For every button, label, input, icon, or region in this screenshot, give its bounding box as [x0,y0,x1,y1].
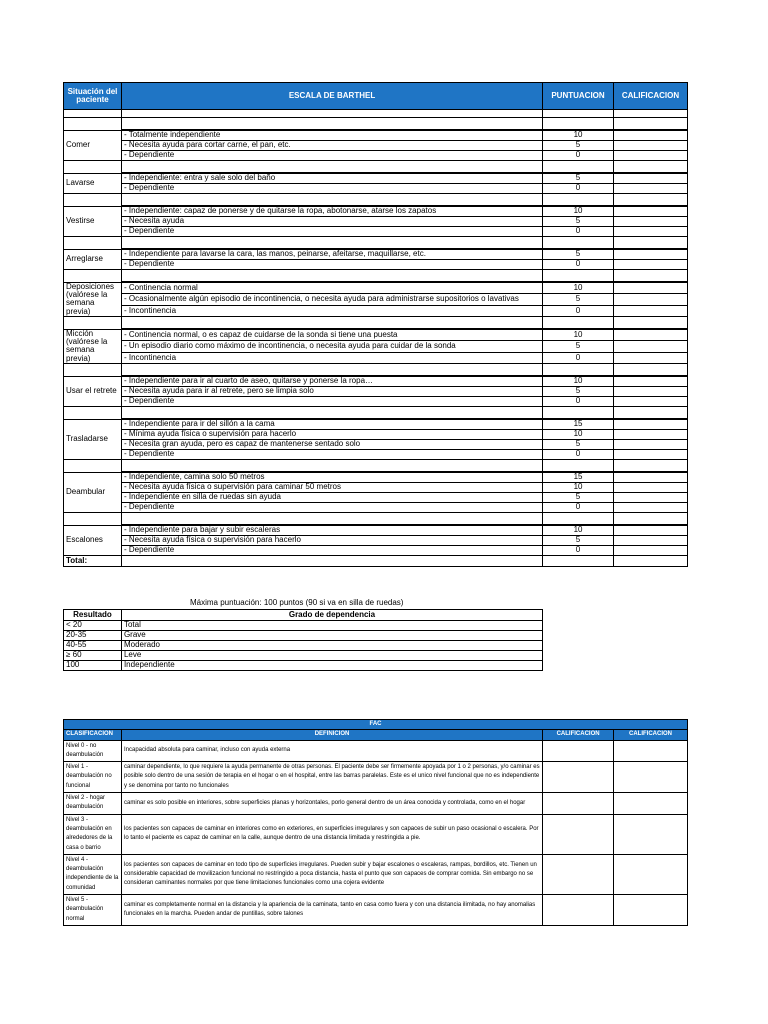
table-row [64,430,688,440]
table-row [64,376,688,387]
table-row [64,249,688,260]
gap-row [64,460,688,473]
calificacion-cell[interactable] [614,493,688,503]
empty-cell [121,270,542,283]
empty-cell [543,270,614,283]
item-score: 0 [543,184,614,194]
empty-cell [543,317,614,330]
calificacion-cell[interactable] [614,895,688,926]
item-description: - Dependiente [121,503,542,513]
table-row [64,525,688,536]
fac-definition: caminar dependiente, lo que requiere la ayuda permanente de otras personas. El paciente debe ser firmemente apoyada por 1 o 2 personas, y/o caminar es posible solo dentro de una sesión de terapia en el hogar o en el hospital, entre las barras paralelas. Este es el unico nivel funcional que no es independiente y se denomina por tanto no funcionales [121,762,542,793]
calificacion-cell[interactable] [614,173,688,184]
item-description: - Independiente para bajar y subir escaleras [121,525,542,536]
gap-row [64,407,688,420]
fac-header-clasificacion: CLASIFICACION [64,730,122,740]
empty-cell [64,317,122,330]
item-description: - Dependiente [121,184,542,194]
calificacion-cell[interactable] [614,282,688,294]
calificacion-cell[interactable] [614,440,688,450]
result-range: 100 [64,661,122,671]
empty-cell [543,513,614,526]
table-row [64,341,688,352]
empty-cell [543,407,614,420]
header-resultado: Resultado [64,610,122,621]
calificacion-cell[interactable] [614,472,688,483]
item-score: 10 [543,329,614,341]
item-description: - Independiente en silla de ruedas sin ayuda [121,493,542,503]
barthel-body [64,110,688,567]
table-row [64,151,688,161]
fac-title-row [64,720,688,730]
table-row [64,130,688,141]
table-row [64,217,688,227]
item-description: - Independiente para ir al cuarto de aseo, quitarse y ponerse la ropa… [121,376,542,387]
category-label: Trasladarse [64,419,122,460]
table-row [64,173,688,184]
fac-level: Nivel 0 - no deambulación [64,740,122,762]
table-row [64,472,688,483]
table-row [64,546,688,556]
category-label: Usar el retrete [64,376,122,407]
empty-cell [614,194,688,207]
item-score: 0 [543,227,614,237]
calificacion-cell[interactable] [614,450,688,460]
total-row [64,556,688,567]
fac-definition: Incapacidad absoluta para caminar, incluso con ayuda externa [121,740,542,762]
empty-cell [614,513,688,526]
item-description: - Necesita gran ayuda, pero es capaz de mantenerse sentado solo [121,440,542,450]
empty-cell [64,161,122,174]
item-score: 5 [543,440,614,450]
category-label: Vestirse [64,206,122,237]
item-score: 0 [543,450,614,460]
fac-definition: caminar es solo posible en interiores, sobre superficies planas y horizontales, porlo general dentro de un área conocida y controlada, como en el hogar [121,793,542,815]
table-row [64,352,688,363]
item-score: 15 [543,472,614,483]
fac-header-definicion: DEFINICION [121,730,542,740]
item-score: 10 [543,206,614,217]
calificacion-cell[interactable] [614,793,688,815]
item-description: - Necesita ayuda para cortar carne, el pan, etc. [121,141,542,151]
total-score-cell[interactable] [543,556,614,567]
empty-cell [121,194,542,207]
item-score: 5 [543,173,614,184]
empty-cell [64,364,122,377]
table-row [64,631,543,641]
item-score: 5 [543,217,614,227]
empty-cell [614,317,688,330]
item-score: 10 [543,430,614,440]
table-row [64,536,688,546]
calificacion-cell[interactable] [614,260,688,270]
table-row [64,419,688,430]
calificacion-cell[interactable] [614,184,688,194]
fac-body [64,740,688,925]
item-score: 0 [543,546,614,556]
table-row [64,661,543,671]
calificacion-cell[interactable] [543,895,614,926]
result-grade: Independiente [121,661,542,671]
calificacion-cell[interactable] [614,525,688,536]
empty-cell [614,118,688,131]
gap-row [64,118,688,131]
calificacion-cell[interactable] [614,341,688,352]
calificacion-cell[interactable] [543,814,614,854]
fac-level: Nivel 4 - deambulación independiente de la comunidad [64,854,122,894]
header-grado: Grado de dependencia [121,610,542,621]
table-row [64,294,688,305]
table-row [64,503,688,513]
table-row [64,740,688,762]
item-score: 0 [543,352,614,363]
item-score: 15 [543,419,614,430]
gap-row [64,161,688,174]
item-description: - Independiente: capaz de ponerse y de quitarse la ropa, abotonarse, atarse los zapatos [121,206,542,217]
calificacion-cell[interactable] [614,397,688,407]
item-score: 0 [543,151,614,161]
gap-row [64,364,688,377]
table-row [64,440,688,450]
calificacion-cell[interactable] [614,305,688,316]
item-score: 10 [543,483,614,493]
category-label: Deambular [64,472,122,513]
calificacion-cell[interactable] [614,249,688,260]
fac-definition: los pacientes son capaces de caminar en interiores como en exteriores, en superficies irregulares y son capaces de subir un paso ocasional o escalera. Por lo tanto el paciente es capaz de caminar en la calle, aunque dentro de una distancia limitada y restringida a pie. [121,814,542,854]
empty-cell [64,270,122,283]
empty-cell [543,194,614,207]
fac-header-calificacion-1: CALIFICACION [543,730,614,740]
calificacion-cell[interactable] [614,141,688,151]
item-score: 10 [543,282,614,294]
item-score: 10 [543,130,614,141]
fac-definition: caminar es completamente normal en la distancia y la apariencia de la caminata, tanto en casa como fuera y con una distancia ilimitada, no hay anomalias funcionales en la marcha. Pueden andar de puntillas, sobre talones [121,895,542,926]
calificacion-cell[interactable] [614,130,688,141]
result-header-row [64,610,543,621]
category-label: Lavarse [64,173,122,194]
gap-row [64,270,688,283]
item-score: 10 [543,376,614,387]
empty-cell [121,118,542,131]
item-description: - Dependiente [121,450,542,460]
item-description: - Incontinencia [121,305,542,316]
item-description: - Incontinencia [121,352,542,363]
item-description: - Dependiente [121,397,542,407]
item-score: 0 [543,503,614,513]
item-description: - Un episodio diario como máximo de incontinencia, o necesita ayuda para cuidar de la sonda [121,341,542,352]
calificacion-cell[interactable] [614,536,688,546]
category-label: Escalones [64,525,122,556]
result-table [63,609,543,671]
empty-cell [121,110,542,118]
calificacion-cell[interactable] [614,854,688,894]
fac-header-row [64,730,688,740]
header-calificacion: CALIFICACION [614,83,688,110]
item-score: 0 [543,260,614,270]
table-row [64,387,688,397]
header-situacion: Situación del paciente [64,83,122,110]
calificacion-cell[interactable] [614,503,688,513]
item-description: - Continencia normal [121,282,542,294]
fac-header-calificacion-2: CALIFICACION [614,730,688,740]
calificacion-cell[interactable] [614,227,688,237]
header-puntuacion: PUNTUACION [543,83,614,110]
table-row [64,854,688,894]
gap-row [64,317,688,330]
table-row [64,493,688,503]
total-label: Total: [64,556,122,567]
calificacion-cell[interactable] [543,762,614,793]
table-row [64,895,688,926]
calificacion-cell[interactable] [614,151,688,161]
table-row [64,305,688,316]
empty-cell [614,237,688,250]
calificacion-cell[interactable] [614,483,688,493]
table-row [64,450,688,460]
empty-cell [614,407,688,420]
item-score: 5 [543,387,614,397]
empty-cell [543,364,614,377]
empty-cell [543,110,614,118]
calificacion-cell[interactable] [614,206,688,217]
fac-level: Nivel 3 - deambulación en alrededores de la casa o barrio [64,814,122,854]
item-description: - Necesita ayuda física o supervisión para caminar 50 metros [121,483,542,493]
empty-cell [121,237,542,250]
table-row [64,483,688,493]
gap-row [64,237,688,250]
item-score: 5 [543,493,614,503]
header-escala: ESCALA DE BARTHEL [121,83,542,110]
item-description: - Dependiente [121,227,542,237]
table-row [64,227,688,237]
item-score: 5 [543,141,614,151]
fac-title: FAC [64,720,688,730]
result-grade: Moderado [121,641,542,651]
empty-cell [614,364,688,377]
calificacion-cell[interactable] [543,854,614,894]
item-description: - Independiente para lavarse la cara, las manos, peinarse, afeitarse, maquillarse, etc. [121,249,542,260]
empty-cell [614,110,688,118]
table-row [64,621,543,631]
item-score: 5 [543,341,614,352]
fac-level: Nivel 5 - deambulación normal [64,895,122,926]
empty-cell [121,513,542,526]
table-row [64,397,688,407]
barthel-table [63,82,688,567]
item-score: 5 [543,249,614,260]
empty-cell [121,161,542,174]
item-description: - Totalmente independiente [121,130,542,141]
calificacion-cell[interactable] [614,546,688,556]
item-description: - Necesita ayuda física o supervisión para hacerlo [121,536,542,546]
item-description: - Dependiente [121,260,542,270]
category-label: Deposiciones (valórese la semana previa) [64,282,122,317]
gap-row [64,513,688,526]
total-calificacion-cell[interactable] [614,556,688,567]
item-score: 10 [543,525,614,536]
item-description: - Dependiente [121,546,542,556]
result-range: 40-55 [64,641,122,651]
empty-cell [64,460,122,473]
calificacion-cell[interactable] [614,376,688,387]
item-score: 0 [543,305,614,316]
calificacion-cell[interactable] [614,329,688,341]
table-row [64,793,688,815]
result-range: ≥ 60 [64,651,122,661]
barthel-header-row [64,83,688,110]
item-description: - Necesita ayuda [121,217,542,227]
empty-cell [64,237,122,250]
item-description: - Ocasionalmente algún episodio de incontinencia, o necesita ayuda para administrarse supositorios o lavativas [121,294,542,305]
table-row [64,184,688,194]
fac-definition: los pacientes son capaces de caminar en todo tipo de superficies irregulares. Pueden subir y bajar escalones o escaleras, rampas, bordillos, etc. Tienen un considerable capacidad de movilizacion funcional no restringido a poca distancia, hasta el punto que son capaces de comprar comida. Sin embargo no se consideran caminantes normales por que tiene limitaciones funcionales como una cojera evidente [121,854,542,894]
empty-cell [121,364,542,377]
max-score-caption: Máxima puntuación: 100 puntos (90 si va en silla de ruedas) [190,598,404,607]
item-description: - Independiente para ir del sillón a la cama [121,419,542,430]
table-row [64,206,688,217]
calificacion-cell[interactable] [614,430,688,440]
empty-cell [543,237,614,250]
item-description: - Independiente: entra y sale solo del baño [121,173,542,184]
calificacion-cell[interactable] [614,762,688,793]
table-row [64,814,688,854]
calificacion-cell[interactable] [543,740,614,762]
item-score: 5 [543,536,614,546]
calificacion-cell[interactable] [614,814,688,854]
category-label: Arreglarse [64,249,122,270]
item-description: - Dependiente [121,151,542,161]
result-grade: Leve [121,651,542,661]
result-range: 20-35 [64,631,122,641]
gap-row [64,194,688,207]
calificacion-cell[interactable] [614,294,688,305]
table-row [64,329,688,341]
item-description: - Necesita ayuda para ir al retrete, pero se limpia solo [121,387,542,397]
empty-cell [64,407,122,420]
result-body [64,621,543,671]
calificacion-cell[interactable] [543,793,614,815]
table-row [64,260,688,270]
calificacion-cell[interactable] [614,740,688,762]
table-row [64,641,543,651]
fac-level: Nivel 2 - hogar deambulación [64,793,122,815]
empty-cell [64,513,122,526]
item-score: 5 [543,294,614,305]
empty-cell [614,460,688,473]
table-row [64,651,543,661]
spacer-row [64,110,688,118]
calificacion-cell[interactable] [614,419,688,430]
table-row [64,282,688,294]
empty-cell [121,460,542,473]
calificacion-cell[interactable] [614,387,688,397]
calificacion-cell[interactable] [614,217,688,227]
calificacion-cell[interactable] [614,352,688,363]
item-description: - Continencia normal, o es capaz de cuidarse de la sonda si tiene una puesta [121,329,542,341]
item-description: - Independiente, camina solo 50 metros [121,472,542,483]
empty-cell [614,161,688,174]
result-grade: Total [121,621,542,631]
empty-cell [64,118,122,131]
empty-cell [121,556,542,567]
table-row [64,762,688,793]
fac-table [63,719,688,926]
empty-cell [64,110,122,118]
item-score: 0 [543,397,614,407]
fac-level: Nivel 1 - deambulación no funcional [64,762,122,793]
empty-cell [543,161,614,174]
empty-cell [121,407,542,420]
category-label: Comer [64,130,122,161]
empty-cell [121,317,542,330]
empty-cell [543,460,614,473]
result-grade: Grave [121,631,542,641]
empty-cell [614,270,688,283]
result-range: < 20 [64,621,122,631]
table-row [64,141,688,151]
category-label: Micción (valórese la semana previa) [64,329,122,364]
empty-cell [64,194,122,207]
item-description: - Mínima ayuda física o supervisión para hacerlo [121,430,542,440]
empty-cell [543,118,614,131]
